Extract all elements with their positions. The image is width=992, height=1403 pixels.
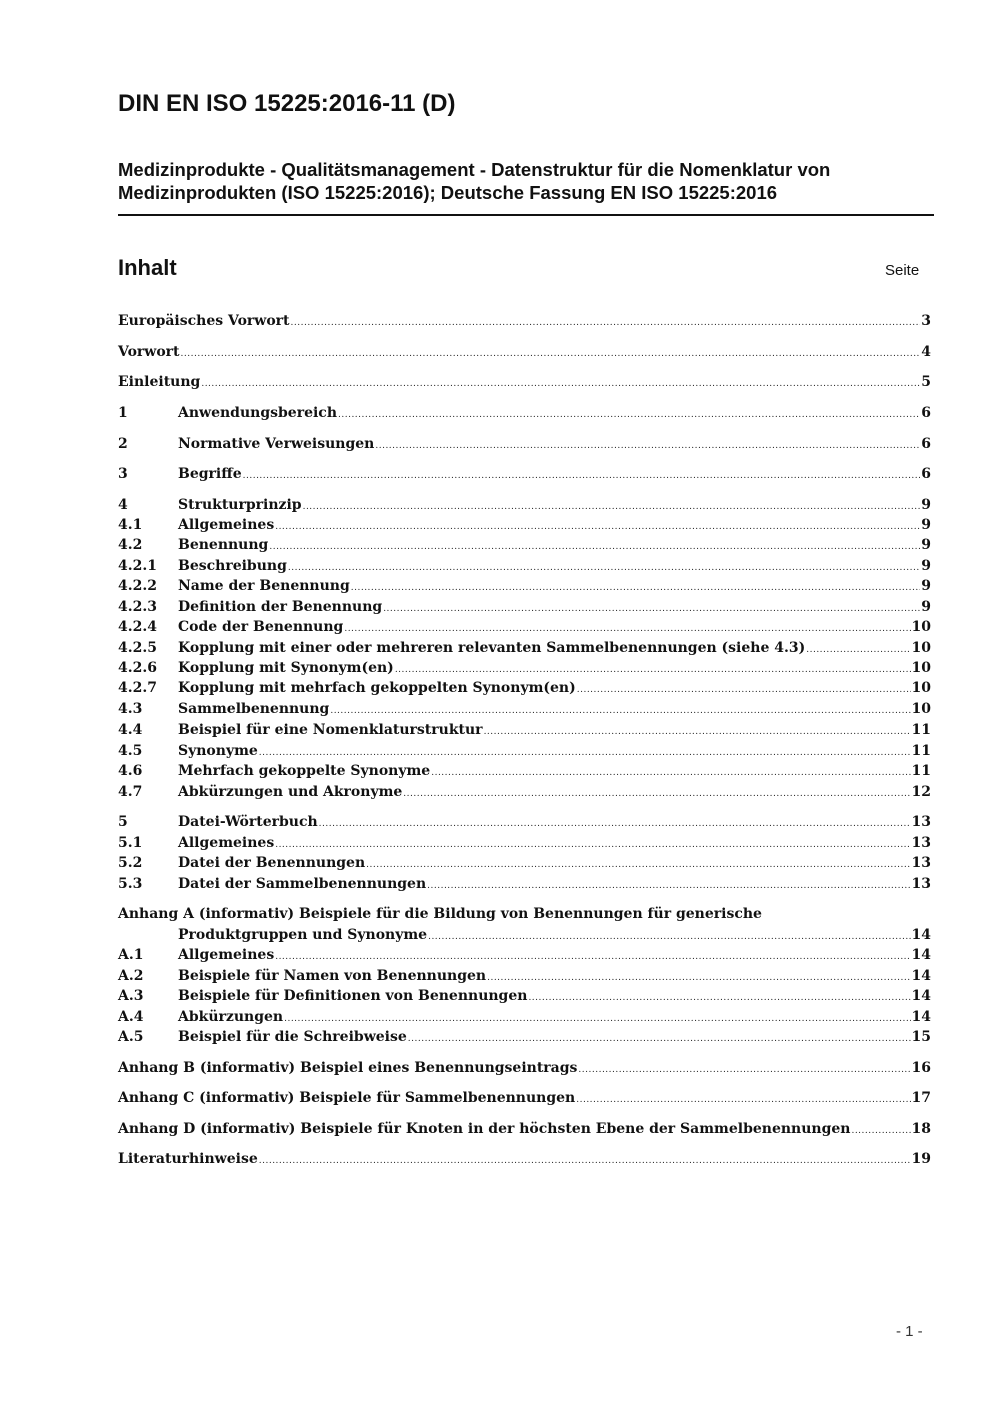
leader-dots (284, 1009, 910, 1029)
toc-entry-title: Kopplung mit mehrfach gekoppelten Synonym(en) (178, 680, 576, 696)
toc-entry[interactable] (118, 597, 931, 617)
toc-entry-number: A.3 (118, 988, 144, 1004)
toc-entry-title: Einleitung (118, 374, 201, 390)
toc-entry[interactable] (118, 853, 931, 873)
toc-entry-number: A.2 (118, 968, 144, 984)
toc-entry[interactable] (118, 966, 931, 986)
leader-dots (275, 517, 920, 537)
toc-entry-number: 4.2.1 (118, 558, 157, 574)
toc-entry[interactable] (118, 1119, 931, 1139)
leader-dots (243, 466, 921, 486)
leader-dots (576, 1090, 910, 1110)
toc-entry-title: Abkürzungen und Akronyme (178, 784, 403, 800)
toc-entry-page: 17 (911, 1090, 931, 1106)
toc-entry-number: 5.2 (118, 855, 143, 871)
leader-dots (851, 1121, 910, 1141)
toc-entry-title: Beispiele für Definitionen von Benennungen (178, 988, 528, 1004)
toc-entry-page: 3 (921, 313, 931, 329)
leader-dots (330, 701, 910, 721)
toc-entry-page: 11 (911, 743, 931, 759)
toc-entry[interactable] (118, 812, 931, 832)
toc-entry-page: 15 (911, 1029, 931, 1045)
leader-dots (288, 558, 920, 578)
page-number: - 1 - (896, 1323, 923, 1340)
document-subtitle: Medizinprodukte - Qualitätsmanagement - Datenstruktur für die Nomenklatur von Medizinprodukten (ISO 15225:2016); Deutsche Fassung EN ISO 15225:2016 (118, 159, 831, 203)
toc-entry-title: Mehrfach gekoppelte Synonyme (178, 763, 431, 779)
toc-entry-number: 2 (118, 436, 128, 452)
toc-entry-page: 10 (911, 701, 931, 717)
toc-entry[interactable] (118, 1149, 931, 1169)
leader-dots (259, 743, 911, 763)
toc-entry-title: Benennung (178, 537, 269, 553)
toc-entry-title: Europäisches Vorwort (118, 313, 290, 329)
toc-entry-page: 11 (911, 763, 931, 779)
toc-entry[interactable] (118, 874, 931, 894)
toc-entry[interactable] (118, 535, 931, 555)
toc-entry-title: Allgemeines (178, 947, 275, 963)
toc-entry-number: 4.6 (118, 763, 143, 779)
toc-entry-number: 4.2.4 (118, 619, 157, 635)
leader-dots (275, 835, 910, 855)
toc-entry-page: 11 (911, 722, 931, 738)
leader-dots (578, 1060, 910, 1080)
leader-dots (303, 497, 921, 517)
toc-entry-title: Datei der Sammelbenennungen (178, 876, 427, 892)
toc-entry[interactable] (118, 720, 931, 740)
toc-entry[interactable] (118, 678, 931, 698)
leader-dots (431, 763, 910, 783)
leader-dots (291, 313, 921, 333)
toc-entry[interactable] (118, 782, 931, 802)
toc-entry-number: 4.2.6 (118, 660, 157, 676)
toc-entry-number: 4.2.3 (118, 599, 157, 615)
toc-entry-title: Anhang A (informativ) Beispiele für die Bildung von Benennungen für generische (118, 906, 762, 922)
leader-dots (201, 374, 920, 394)
leader-dots (366, 855, 910, 875)
toc-entry-title: Name der Benennung (178, 578, 350, 594)
toc-entry-page: 10 (911, 619, 931, 635)
toc-entry-number: 4.2.7 (118, 680, 157, 696)
toc-entry-title: Anhang C (informativ) Beispiele für Sammelbenennungen (118, 1090, 576, 1106)
toc-entry[interactable] (118, 761, 931, 781)
toc-entry-page: 9 (921, 578, 931, 594)
toc-entry[interactable] (118, 403, 931, 423)
page-column-label: Seite (885, 262, 920, 279)
leader-dots (344, 619, 910, 639)
toc-annex-heading[interactable] (118, 904, 931, 924)
leader-dots (395, 660, 911, 680)
toc-entry-page: 6 (921, 466, 931, 482)
leader-dots (528, 988, 910, 1008)
toc-entry-page: 10 (911, 640, 931, 656)
toc-entry[interactable] (118, 311, 931, 331)
toc-entry-number: 1 (118, 405, 128, 421)
leader-dots (487, 968, 910, 988)
toc-entry[interactable] (118, 1027, 931, 1047)
toc-entry-title: Beispiel für eine Nomenklaturstruktur (178, 722, 483, 738)
toc-entry[interactable] (118, 1007, 931, 1027)
toc-entry-page: 9 (921, 497, 931, 513)
toc-entry-title: Kopplung mit einer oder mehreren relevanten Sammelbenennungen (siehe 4.3) (178, 640, 806, 656)
toc-entry-number: 5.1 (118, 835, 143, 851)
toc-entry-title: Anwendungsbereich (178, 405, 337, 421)
leader-dots (351, 578, 921, 598)
leader-dots (806, 640, 910, 660)
toc-entry[interactable] (118, 1088, 931, 1108)
toc-entry-page: 4 (921, 344, 931, 360)
toc-entry-page: 13 (911, 814, 931, 830)
toc-entry-title: Sammelbenennung (178, 701, 330, 717)
toc-entry-title: Code der Benennung (178, 619, 344, 635)
toc-entry-title: Datei-Wörterbuch (178, 814, 318, 830)
toc-entry[interactable] (118, 515, 931, 535)
toc-entry[interactable] (118, 434, 931, 454)
toc-entry[interactable] (118, 986, 931, 1006)
toc-entry-page: 10 (911, 660, 931, 676)
toc-entry[interactable] (118, 1058, 931, 1078)
toc-entry-number: 5.3 (118, 876, 143, 892)
leader-dots (408, 1029, 911, 1049)
toc-entry-page: 12 (911, 784, 931, 800)
leader-dots (269, 537, 920, 557)
leader-dots (403, 784, 910, 804)
toc-entry-number: 4.7 (118, 784, 143, 800)
toc-entry[interactable] (118, 617, 931, 637)
toc-entry-number: A.1 (118, 947, 144, 963)
toc-entry-number: 5 (118, 814, 128, 830)
toc-entry-title: Kopplung mit Synonym(en) (178, 660, 394, 676)
leader-dots (375, 436, 920, 456)
toc-entry[interactable] (118, 833, 931, 853)
toc-entry-title: Beispiel für die Schreibweise (178, 1029, 407, 1045)
leader-dots (181, 344, 921, 364)
toc-entry-number: 4.2.2 (118, 578, 157, 594)
toc-entry-page: 14 (911, 1009, 931, 1025)
toc-entry-page: 9 (921, 558, 931, 574)
toc-entry[interactable] (118, 495, 931, 515)
leader-dots (275, 947, 910, 967)
toc-entry-page: 6 (921, 436, 931, 452)
toc-entry-page: 14 (911, 927, 931, 943)
document-title: DIN EN ISO 15225:2016-11 (D) (118, 90, 456, 117)
toc-entry-number: 4.4 (118, 722, 143, 738)
toc-entry[interactable] (118, 556, 931, 576)
toc-entry-title: Anhang D (informativ) Beispiele für Knoten in der höchsten Ebene der Sammelbenennungen (118, 1121, 851, 1137)
toc-entry-page: 6 (921, 405, 931, 421)
leader-dots (338, 405, 920, 425)
toc-entry-title: Allgemeines (178, 835, 275, 851)
toc-entry-page: 14 (911, 988, 931, 1004)
toc-entry-page: 9 (921, 537, 931, 553)
leader-dots (427, 876, 910, 896)
toc-entry-number: 4.2.5 (118, 640, 157, 656)
toc-entry[interactable] (118, 925, 931, 945)
leader-dots (319, 814, 911, 834)
toc-entry-title: Literaturhinweise (118, 1151, 258, 1167)
leader-dots (428, 927, 910, 947)
toc-entry-title: Beispiele für Namen von Benennungen (178, 968, 487, 984)
toc-entry-title: Produktgruppen und Synonyme (178, 927, 428, 943)
leader-dots (259, 1151, 911, 1171)
toc-entry-page: 19 (911, 1151, 931, 1167)
toc-entry-page: 16 (911, 1060, 931, 1076)
toc-entry-page: 9 (921, 599, 931, 615)
toc-entry-page: 10 (911, 680, 931, 696)
toc-entry-page: 14 (911, 947, 931, 963)
toc-entry-page: 9 (921, 517, 931, 533)
toc-entry-page: 13 (911, 835, 931, 851)
toc-entry-title: Allgemeines (178, 517, 275, 533)
toc-entry[interactable] (118, 699, 931, 719)
toc-entry[interactable] (118, 576, 931, 596)
toc-entry-title: Definition der Benennung (178, 599, 383, 615)
toc-entry-title: Vorwort (118, 344, 180, 360)
toc-entry[interactable] (118, 372, 931, 392)
toc-entry-title: Abkürzungen (178, 1009, 284, 1025)
leader-dots (484, 722, 911, 742)
toc-entry[interactable] (118, 464, 931, 484)
toc-entry-page: 5 (921, 374, 931, 390)
toc-entry-number: 4.2 (118, 537, 143, 553)
toc-entry-number: 4.1 (118, 517, 143, 533)
leader-dots (383, 599, 920, 619)
toc-entry-title: Begriffe (178, 466, 242, 482)
toc-entry-title: Beschreibung (178, 558, 287, 574)
toc-entry-page: 13 (911, 876, 931, 892)
toc-entry-page: 18 (911, 1121, 931, 1137)
title-divider (118, 214, 934, 216)
toc-entry-title: Datei der Benennungen (178, 855, 366, 871)
toc-entry-number: A.4 (118, 1009, 144, 1025)
toc-heading: Inhalt (118, 255, 177, 280)
toc-entry-title: Strukturprinzip (178, 497, 302, 513)
toc-entry-page: 14 (911, 968, 931, 984)
toc-entry-title: Normative Verweisungen (178, 436, 375, 452)
toc-entry-number: 4.5 (118, 743, 143, 759)
toc-entry[interactable] (118, 342, 931, 362)
toc-entry[interactable] (118, 658, 931, 678)
toc-entry[interactable] (118, 638, 931, 658)
toc-entry-title: Anhang B (informativ) Beispiel eines Benennungseintrags (118, 1060, 578, 1076)
toc-entry-number: A.5 (118, 1029, 144, 1045)
leader-dots (577, 680, 911, 700)
toc-entry-number: 3 (118, 466, 128, 482)
toc-entry-number: 4 (118, 497, 128, 513)
toc-entry-page: 13 (911, 855, 931, 871)
toc-entry[interactable] (118, 741, 931, 761)
toc-entry-number: 4.3 (118, 701, 143, 717)
toc-entry[interactable] (118, 945, 931, 965)
toc-entry-title: Synonyme (178, 743, 258, 759)
